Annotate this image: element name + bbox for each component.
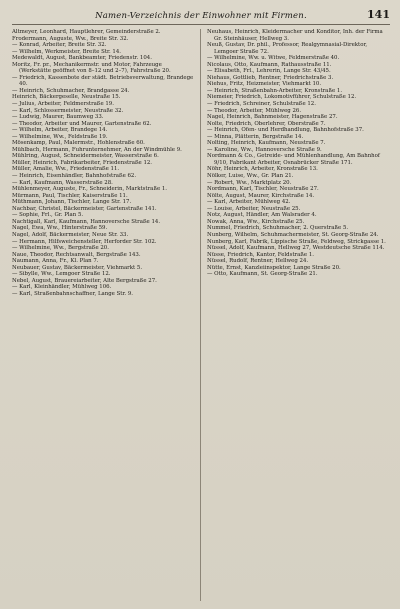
- directory-entry: Neuß, Gustav, Dr. phil., Professor, Realgymnasial-Direktor, Lemgoer Straße 72.: [207, 42, 368, 55]
- directory-entry: Nordmann & Co., Getreide- und Mühlenhandlung, Am Bahnhof 9/10, Fabrikant Arbeiter, Osnabrücker Straße 171.: [207, 153, 380, 166]
- directory-entry: Naue, Theodor, Rechtsanwalt, Bergstraße 143.: [12, 251, 141, 258]
- directory-entry: — Karoline, Ww., Hannoversche Straße 9.: [207, 146, 322, 153]
- directory-entry: Nölker, Luise, Ww., Gr. Plan 21.: [207, 173, 294, 180]
- directory-entry: Mürmann, Paul, Tischler, Kaiserstraße 11.: [12, 192, 128, 199]
- directory-entry: — Konrad, Arbeiter, Breite Str. 32.: [12, 42, 107, 49]
- directory-entry: Nummel, Friedrich, Schuhmacher, 2. Querstraße 5.: [207, 225, 349, 232]
- directory-entry: Müthmann, Johann, Tischler, Lange Str. 17.: [12, 199, 132, 206]
- directory-entry: Niemeier, Friedrich, Lokomotivführer, Schulstraße 12.: [207, 94, 357, 101]
- directory-columns: [12, 29, 390, 601]
- directory-entry: — Heinrich, Schuhmacher, Brandgasse 24.: [12, 87, 130, 94]
- directory-entry: — Karl, Schlossermeister, Neustraße 32.: [12, 107, 124, 114]
- directory-entry: Nolting, Heinrich, Kaufmann, Neustraße 7.: [207, 140, 326, 147]
- directory-entry: Nordmann, Karl, Tischler, Neustraße 27.: [207, 186, 319, 193]
- directory-entry: Nagel, Heinrich, Bahnmeister, Hagenstraße 27.: [207, 114, 338, 121]
- directory-entry: — Robert, Ww., Marktplatz 20.: [207, 179, 292, 186]
- directory-entry: Nebel, August, Brauereiarbeiter, Alte Bergstraße 27.: [12, 277, 157, 284]
- directory-entry: — Heinrich, Eisenhändler, Bahnhofstraße 62.: [12, 173, 137, 180]
- directory-entry: — Minna, Plätterin, Bergstraße 14.: [207, 133, 304, 140]
- directory-entry: Medewaldt, August, Bankbeamter, Friedenstr. 104.: [12, 55, 152, 62]
- directory-entry: — Ludwig, Maurer, Baumweg 33.: [12, 114, 104, 121]
- directory-entry: Neuhaus, Heinrich, Kleidermacher und Konditor, Inh. der Firma Gr. Steinhäuser, Hellweg 3.: [207, 29, 383, 42]
- directory-entry: — Elisabeth, Frl., Lehrerin, Lange Str. 43/45.: [207, 68, 331, 75]
- page-number: 141: [367, 8, 390, 21]
- directory-entry: Müller, Amalie, Ww., Friedenstraße 11.: [12, 166, 120, 173]
- left-column: [12, 29, 201, 601]
- directory-entry: Nöhr, Heinrich, Arbeiter, Kronstraße 13.: [207, 166, 318, 173]
- directory-entry: Nölte, August, Maurer, Kirchstraße 14.: [207, 192, 315, 199]
- directory-entry: Nolte, Friedrich, Oberlehrer, Oberstraße 7.: [207, 120, 326, 127]
- directory-entry: — Hermann, Hilfsweichensteller, Herforder Str. 102.: [12, 238, 157, 245]
- directory-entry: — Theodor, Arbeiter und Maurer, Gartenstraße 62.: [12, 120, 152, 127]
- page-header: [12, 8, 390, 25]
- directory-entry: Nüssel, Rudolf, Rentner, Hellweg 24.: [207, 258, 309, 265]
- directory-entry: — Sibylle, Ww., Lemgoer Straße 12.: [12, 271, 111, 278]
- directory-entry: Nunberg, Wilhelm, Schuhmachermeister, St. Georg-Straße 24.: [207, 231, 379, 238]
- directory-entry: — Wilhelm, Arbeiter, Brandege 14.: [12, 127, 108, 134]
- directory-entry: Mösenkamp, Paul, Malermstr., Hohlenstraße 60.: [12, 140, 145, 147]
- directory-entry: — Heinrich, Straßenbahn-Arbeiter, Kronstraße 1.: [207, 87, 343, 94]
- directory-entry: Mühlring, August, Schneidermeister, Wasserstraße 6.: [12, 153, 159, 160]
- directory-entry: Moritz, Fr. pr., Mechanikermstr. und Motor, Fahrzeuge (Werkstätte geöffnet von 8–12 und 2–7), Fahrstraße 20.: [12, 61, 171, 75]
- directory-entry: Naumann, Anna, Fr., Kl. Plan 7.: [12, 258, 99, 265]
- directory-entry: — Heinrich, Ofen- und Herdhandlung, Bahnhofstraße 37.: [207, 127, 364, 134]
- directory-entry: Nagel, Ewa, Ww., Hinterstraße 59.: [12, 225, 108, 232]
- directory-entry: Nütte, Ernst, Kanzleiinspektor, Lange Straße 20.: [207, 264, 341, 271]
- directory-entry: — Wilhelmine, Ww., Feldstraße 19.: [12, 133, 108, 140]
- right-column: [201, 29, 390, 601]
- running-title: Namen-Verzeichnis der Einwohner mit Firmen.: [95, 11, 307, 21]
- directory-entry: — Karl, Straßenbahnschaffner, Lange Str. 9.: [12, 290, 134, 297]
- directory-entry: — Karl, Kleinhändler, Mühlweg 106.: [12, 284, 112, 291]
- directory-entry: Niehus, Fritz, Heizmeister, Viehmarkt 10.: [207, 81, 322, 88]
- directory-entry: Nachtigall, Karl, Kaufmann, Hannoversche Straße 14.: [12, 218, 161, 225]
- directory-entry: Heinrich, Bäckergeselle, Neustraße 15.: [12, 94, 121, 101]
- directory-entry: — Louise, Arbeiter, Neustraße 25.: [207, 205, 301, 212]
- directory-entry: — Wilhelmine, Ww., Bergstraße 20.: [12, 245, 109, 252]
- directory-entry: Nüssel, Adolf, Kaufmann, Hellweg 27, Westdeutsche Straße 114.: [207, 245, 385, 252]
- directory-entry: — Otto, Kaufmann, St. Georg-Straße 21.: [207, 271, 318, 278]
- directory-entry: Frodermann, Auguste, Ww., Breite Str. 32.: [12, 35, 129, 42]
- directory-entry: Nachbar, Christel, Bäckermeister, Gartenstraße 141.: [12, 205, 157, 212]
- directory-entry: Niehaus, Gottlieb, Rentner, Friedrichstraße 3.: [207, 74, 334, 81]
- directory-entry: — Sophie, Frl., Gr. Plan 5.: [12, 212, 84, 219]
- directory-entry: Nowak, Anna, Ww., Kirchstraße 25.: [207, 218, 305, 225]
- directory-entry: Nüsse, Friedrich, Kantor, Feldstraße 1.: [207, 251, 314, 258]
- directory-entry: Nagel, Adolf, Bäckermeister, Neue Str. 33.: [12, 231, 129, 238]
- directory-entry: Nunberg, Karl, Fabrik, Lippische Straße, Feldweg, Strickgasse 1.: [207, 238, 386, 245]
- directory-entry: — Karl, Arbeiter, Mühlweg 42.: [207, 199, 291, 206]
- directory-entry: Nicolaus, Otto, Kaufmann, Rathausstraße 11.: [207, 61, 332, 68]
- directory-entry: Notz, August, Händler, Am Walsrader 4.: [207, 212, 317, 219]
- directory-entry: Müller, Heinrich, Fabrikarbeiter, Friedenstraße 12.: [12, 159, 153, 166]
- directory-entry: Mühlenmeyer, Auguste, Fr., Schneiderin, Marktstraße 1.: [12, 186, 168, 193]
- directory-entry: Neubauer, Gustav, Bäckermeister, Viehmarkt 5.: [12, 264, 143, 271]
- directory-entry: — Wilhelmine, Ww. u. Witwe, Feldmerstraße 40.: [207, 55, 340, 62]
- directory-entry: — Friedrich, Kassenbote der städt. Betriebsverwaltung, Brandege 40.: [12, 74, 194, 88]
- directory-entry: — Theodor, Arbeiter, Mühlweg 26.: [207, 107, 302, 114]
- directory-entry: — Friedrich, Schreiner, Schulstraße 12.: [207, 101, 316, 108]
- directory-entry: Altmeyer, Leonhard, Hauptlehrer, Gemeinderstraße 2.: [12, 29, 161, 35]
- directory-entry: — Karl, Kaufmann, Wasserstraße 28.: [12, 179, 113, 186]
- directory-entry: Mühlbach, Hermann, Fuhrunternehmer, An der Windmühle 9.: [12, 146, 182, 153]
- directory-entry: — Wilhelm, Werkmeister, Breite Str. 14.: [12, 48, 121, 55]
- directory-entry: — Julius, Arbeiter, Feldmerstraße 19.: [12, 101, 114, 108]
